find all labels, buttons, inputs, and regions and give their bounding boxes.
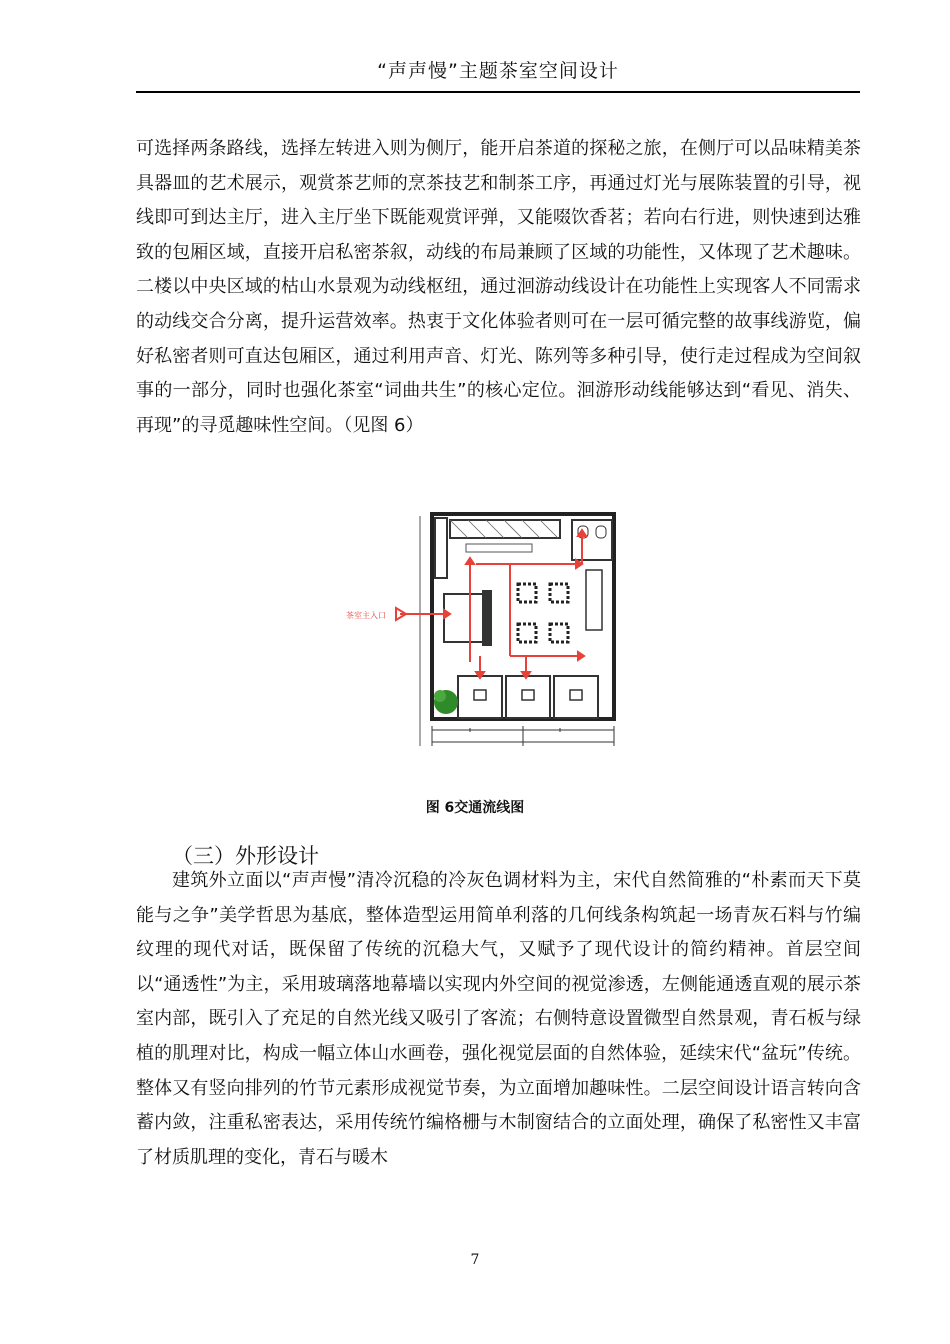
body-paragraph-2: 建筑外立面以“声声慢”清冷沉稳的冷灰色调材料为主，宋代自然简雅的“朴素而天下莫能与之争”美学哲思为基底，整体造型运用简单利落的几何线条构筑起一场青灰石料与竹编纹理的现代对话，既保留了传统的沉稳大气，又赋予了现代设计的简约精神。首层空间以“通透性”为主，采用玻璃落地幕墙以实现内外空间的视觉渗透，左侧能通透直观的展示茶室内部，既引入了充足的自然光线又吸引了客流；右侧特意设置微型自然景观，青石板与绿植的肌理对比，构成一幅立体山水画卷，强化视觉层面的自然体验，延续宋代“盆玩”传统。整体又有竖向排列的竹节元素形成视觉节奏，为立面增加趣味性。二层空间设计语言转向含蓄内敛，注重私密表达，采用传统竹编格栅与木制窗结合的立面处理，确保了私密性又丰富了材质肌理的变化，青石与暖木 [136, 870, 861, 1168]
body-paragraph-1: 可选择两条路线，选择左转进入则为侧厅，能开启茶道的探秘之旅，在侧厅可以品味精美茶具器皿的艺术展示，观赏茶艺师的烹茶技艺和制茶工序，再通过灯光与展陈装置的引导，视线即可到达主厅，进入主厅坐下既能观赏评弹，又能啜饮香茗；若向右行进，则快速到达雅致的包厢区域，直接开启私密茶叙，动线的布局兼顾了区域的功能性，又体现了艺术趣味。二楼以中央区域的枯山水景观为动线枢纽，通过洄游动线设计在功能性上实现客人不同需求的动线交合分离，提升运营效率。热衷于文化体验者则可在一层可循完整的故事线游览，偏好私密者则可直达包厢区，通过利用声音、灯光、陈列等多种引导，使行走过程成为空间叙事的一部分，同时也强化茶室“词曲共生”的核心定位。洄游形动线能够达到“看见、消失、再现”的寻觅趣味性空间。（见图 6） [136, 138, 861, 436]
floor-plan-drawing [340, 506, 630, 751]
stage-platform [586, 570, 602, 630]
page-number: 7 [470, 1252, 480, 1268]
figure-caption: 图 6交通流线图 [425, 800, 525, 816]
screen-partition [482, 590, 492, 646]
dimension-ticks [432, 726, 614, 746]
side-hall-display [444, 594, 488, 642]
section-heading: （三）外形设计 [172, 844, 319, 868]
entrance-label: 茶室主入口 [346, 611, 386, 620]
header-rule [136, 91, 860, 93]
running-header: “声声慢”主题茶室空间设计 [377, 60, 619, 82]
tea-bar-counter [450, 520, 560, 538]
plant-leaf [434, 690, 446, 702]
circulation-floor-plan-figure [340, 506, 630, 751]
